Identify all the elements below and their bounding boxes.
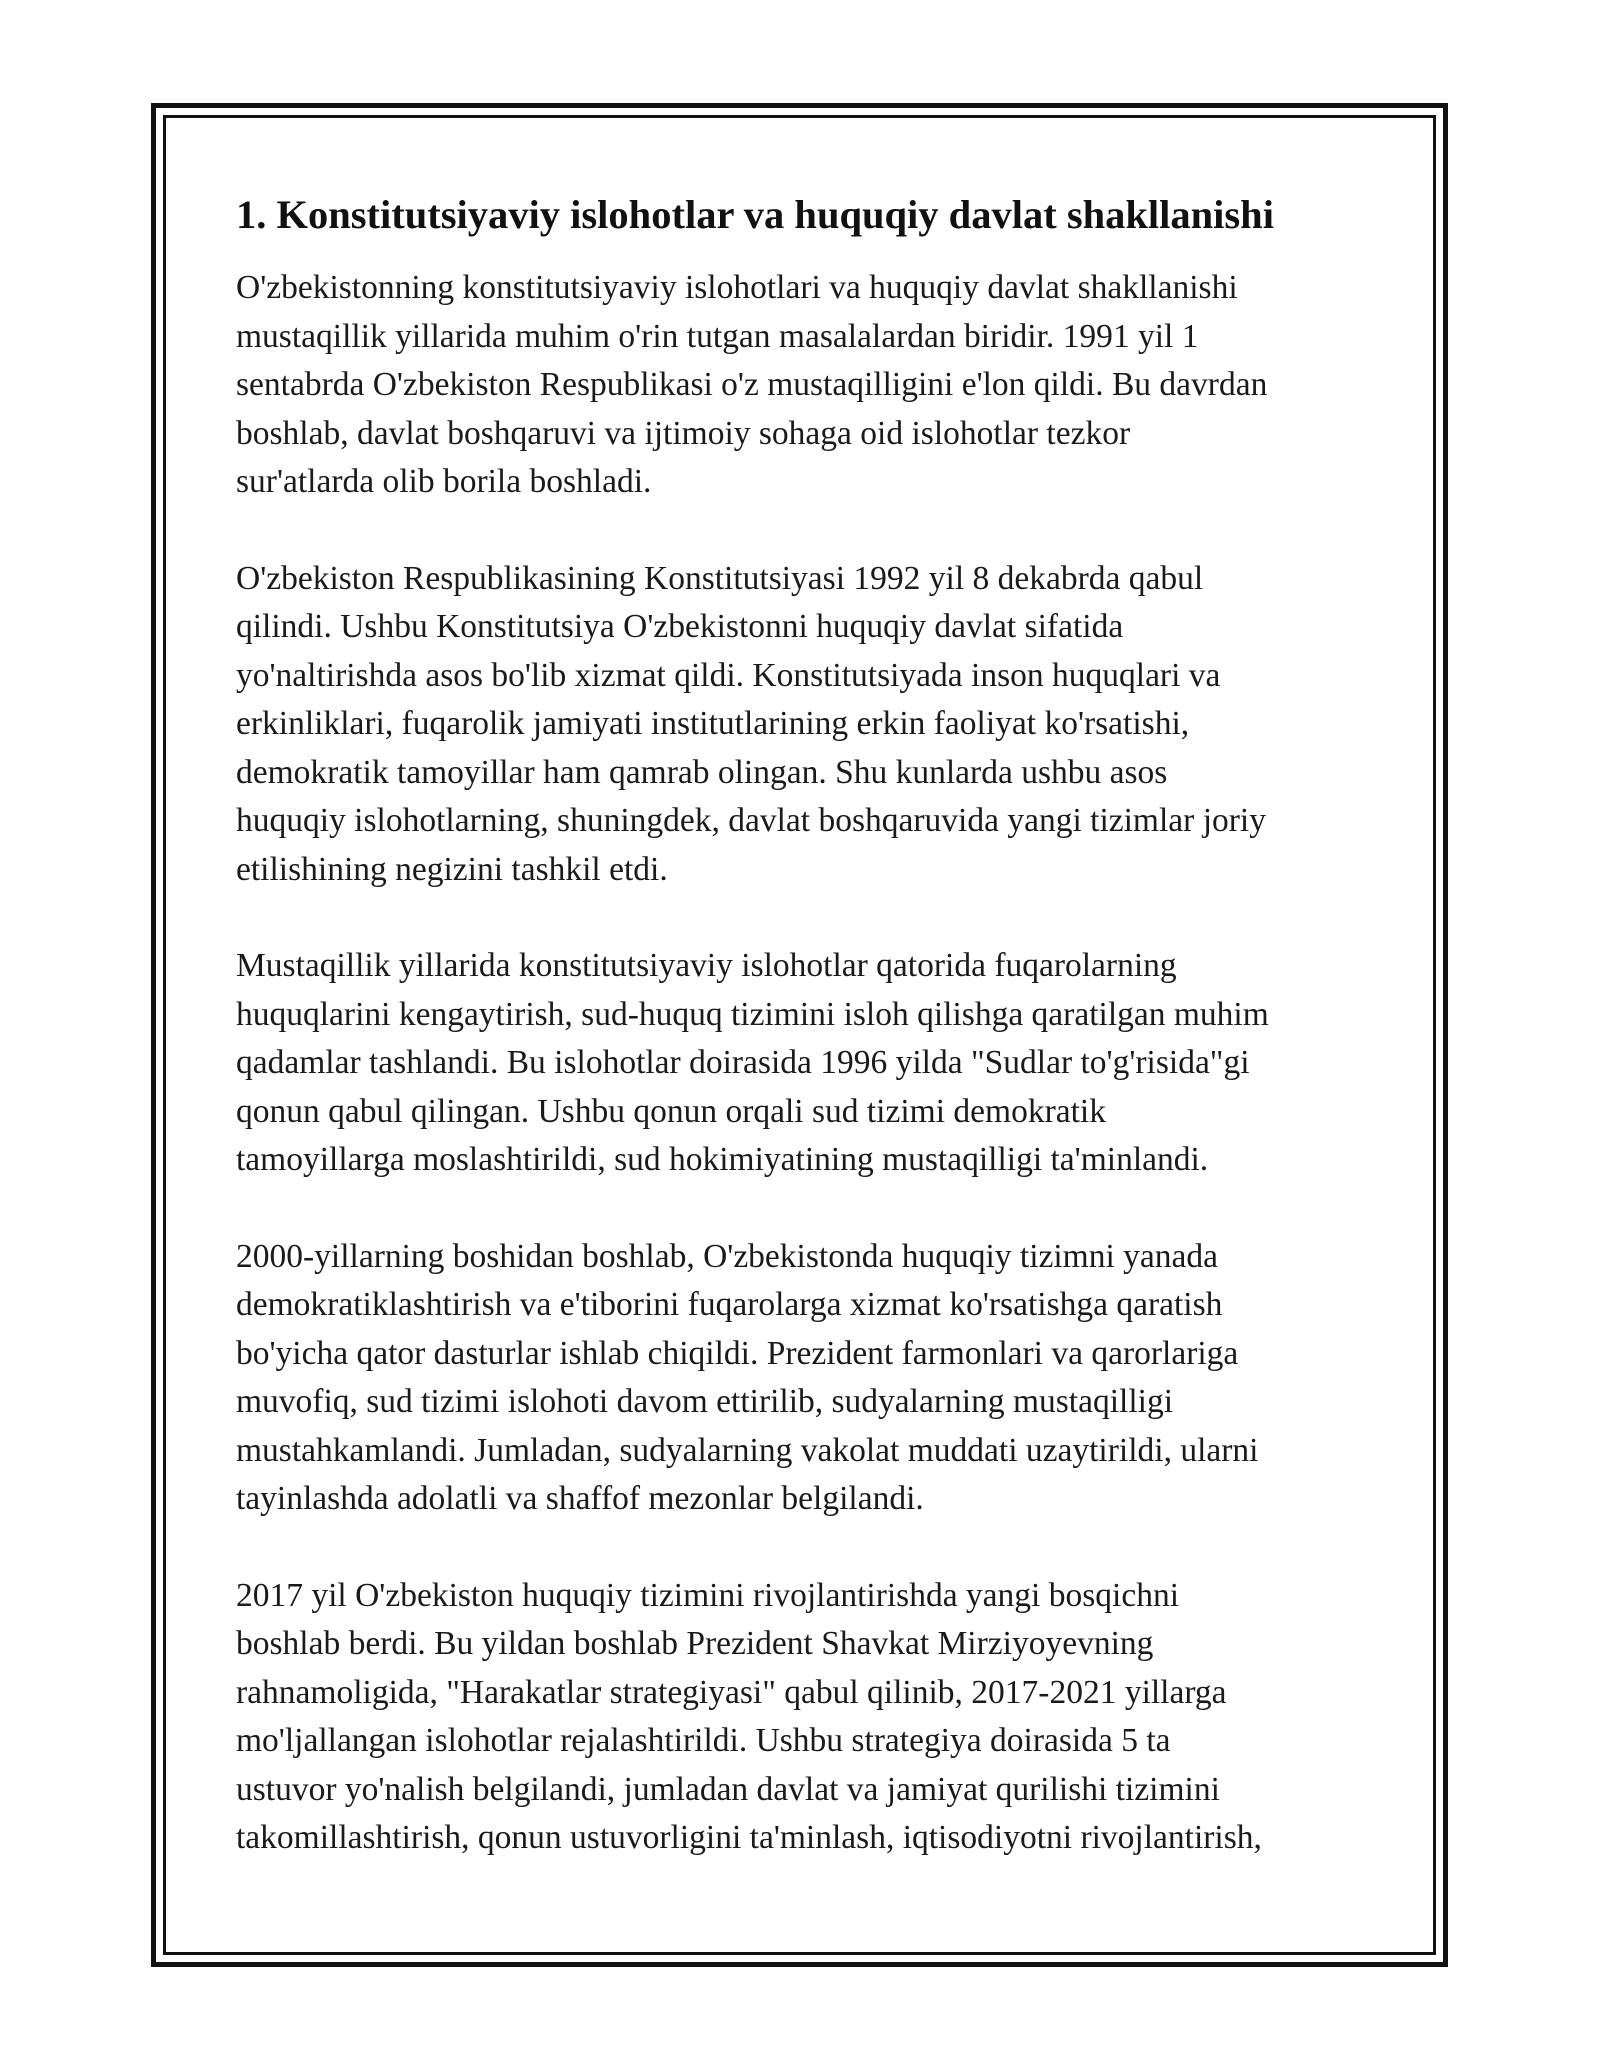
paragraph-line: 2000-yillarning boshidan boshlab, O'zbekistonda huquqiy tizimni yanada bbox=[236, 1237, 1219, 1275]
paragraph-line: 2017 yil O'zbekiston huquqiy tizimini rivojlantirishda yangi bosqichni bbox=[236, 1576, 1180, 1614]
paragraph-line: qonun qabul qilingan. Ushbu qonun orqali sud tizimi demokratik bbox=[236, 1092, 1106, 1130]
paragraph-2 bbox=[236, 555, 1396, 895]
paragraph-line: demokratik tamoyillar ham qamrab olingan. Shu kunlarda ushbu asos bbox=[236, 753, 1168, 791]
paragraph-line: mo'ljallangan islohotlar rejalashtirildi. Ushbu strategiya doirasida 5 ta bbox=[236, 1722, 1171, 1759]
paragraph-4 bbox=[236, 1233, 1396, 1524]
paragraph-line: mustaqillik yillarida muhim o'rin tutgan masalalardan biridir. 1991 yil 1 bbox=[236, 317, 1199, 355]
paragraph-line: boshlab, davlat boshqaruvi va ijtimoiy sohaga oid islohotlar tezkor bbox=[236, 414, 1131, 452]
paragraph-line: O'zbekiston Respublikasining Konstitutsiyasi 1992 yil 8 dekabrda qabul bbox=[236, 559, 1204, 597]
paragraph-line: mustahkamlandi. Jumladan, sudyalarning vakolat muddati uzaytirildi, ularni bbox=[236, 1431, 1259, 1469]
paragraph-line: O'zbekistonning konstitutsiyaviy islohotlari va huquqiy davlat shakllanishi bbox=[236, 269, 1238, 306]
paragraph-line: tayinlashda adolatli va shaffof mezonlar belgilandi. bbox=[236, 1480, 924, 1517]
paragraph-line: qadamlar tashlandi. Bu islohotlar doirasida 1996 yilda "Sudlar to'g'risida"gi bbox=[236, 1044, 1250, 1081]
paragraph-line: etilishining negizini tashkil etdi. bbox=[236, 850, 668, 888]
paragraph-line: huquqiy islohotlarning, shuningdek, davlat boshqaruvida yangi tizimlar joriy bbox=[236, 802, 1266, 839]
paragraph-line: boshlab berdi. Bu yildan boshlab Prezident Shavkat Mirziyoyevning bbox=[236, 1625, 1154, 1662]
paragraph-line: sur'atlarda olib borila boshladi. bbox=[236, 463, 652, 500]
document-body bbox=[236, 188, 1396, 1911]
paragraph-3 bbox=[236, 942, 1396, 1185]
paragraph-1 bbox=[236, 264, 1396, 507]
paragraph-line: bo'yicha qator dasturlar ishlab chiqildi. Prezident farmonlari va qarorlariga bbox=[236, 1334, 1239, 1372]
paragraph-line: qilindi. Ushbu Konstitutsiya O'zbekistonni huquqiy davlat sifatida bbox=[236, 608, 1124, 645]
paragraph-line: erkinliklari, fuqarolik jamiyati institutlarining erkin faoliyat ko'rsatishi, bbox=[236, 705, 1190, 742]
paragraph-line: sentabrda O'zbekiston Respublikasi o'z mustaqilligini e'lon qildi. Bu davrdan bbox=[236, 366, 1268, 403]
paragraph-5 bbox=[236, 1572, 1396, 1863]
paragraph-line: tamoyillarga moslashtirildi, sud hokimiyatining mustaqilligi ta'minlandi. bbox=[236, 1141, 1209, 1178]
paragraph-line: takomillashtirish, qonun ustuvorligini ta'minlash, iqtisodiyotni rivojlantirish, bbox=[236, 1819, 1262, 1856]
paragraph-line: rahnamoligida, "Harakatlar strategiyasi" qabul qilinib, 2017-2021 yillarga bbox=[236, 1673, 1227, 1711]
section-heading: 1. Konstitutsiyaviy islohotlar va huquqiy davlat shakllanishi bbox=[236, 192, 1274, 237]
paragraph-line: demokratiklashtirish va e'tiborini fuqarolarga xizmat ko'rsatishga qaratish bbox=[236, 1286, 1223, 1323]
paragraph-line: Mustaqillik yillarida konstitutsiyaviy islohotlar qatorida fuqarolarning bbox=[236, 947, 1177, 984]
paragraph-line: huquqlarini kengaytirish, sud-huquq tizimini isloh qilishga qaratilgan muhim bbox=[236, 995, 1269, 1033]
paragraph-line: muvofiq, sud tizimi islohoti davom ettirilib, sudyalarning mustaqilligi bbox=[236, 1383, 1174, 1420]
paragraph-line: yo'naltirishda asos bo'lib xizmat qildi. Konstitutsiyada inson huquqlari va bbox=[236, 656, 1221, 694]
paragraph-line: ustuvor yo'nalish belgilandi, jumladan davlat va jamiyat qurilishi tizimini bbox=[236, 1770, 1220, 1808]
